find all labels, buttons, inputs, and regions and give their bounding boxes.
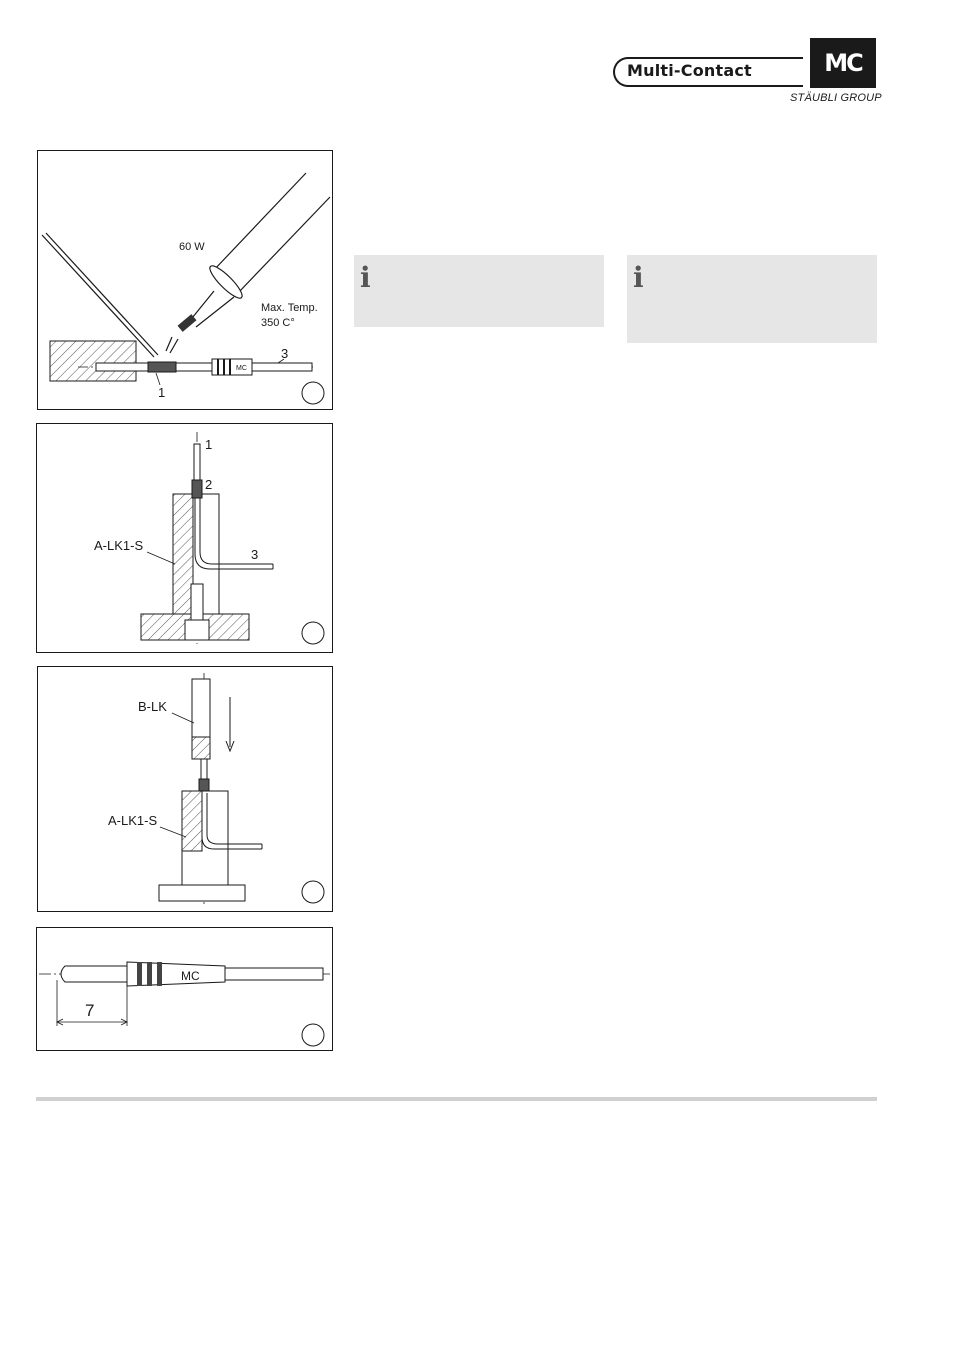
info-box-right bbox=[627, 255, 877, 343]
info-icon: i bbox=[633, 261, 644, 294]
callout-3: 3 bbox=[251, 547, 259, 562]
figure-assembly-tool bbox=[36, 423, 333, 653]
logo-subtitle: STÄUBLI GROUP bbox=[790, 92, 882, 104]
b-lk-label: B-LK bbox=[138, 699, 167, 714]
callout-3: 3 bbox=[281, 346, 289, 361]
dimension-label: 7 bbox=[85, 1001, 95, 1020]
plug-mark: MC bbox=[181, 969, 200, 983]
temp-label-line1: Max. Temp. bbox=[261, 302, 318, 314]
callout-1: 1 bbox=[205, 437, 213, 452]
figure-assembly-drawing bbox=[37, 424, 332, 652]
figure-pressing-tool bbox=[37, 666, 333, 912]
plug-mark: MC bbox=[236, 365, 247, 372]
callout-1: 1 bbox=[158, 385, 166, 400]
step-circle bbox=[302, 622, 324, 644]
a-lk1-s-label: A-LK1-S bbox=[108, 813, 158, 828]
tool-label: A-LK1-S bbox=[94, 538, 144, 553]
figure-dimension bbox=[36, 927, 333, 1051]
info-box-left bbox=[354, 255, 604, 327]
logo-text: MC bbox=[824, 49, 862, 77]
figure-soldering-drawing bbox=[38, 151, 332, 409]
brand-name: Multi-Contact bbox=[627, 61, 752, 80]
step-circle bbox=[302, 1024, 324, 1046]
figure-pressing-drawing bbox=[38, 667, 332, 911]
figure-soldering bbox=[37, 150, 333, 410]
figure-dimension-drawing bbox=[37, 928, 332, 1050]
temp-label-line2: 350 C° bbox=[261, 317, 295, 329]
power-label: 60 W bbox=[179, 241, 205, 253]
mc-logo bbox=[810, 38, 876, 88]
step-circle bbox=[302, 382, 324, 404]
info-icon: i bbox=[360, 261, 371, 294]
step-circle bbox=[302, 881, 324, 903]
callout-2: 2 bbox=[205, 477, 213, 492]
footer-rule bbox=[36, 1097, 877, 1101]
